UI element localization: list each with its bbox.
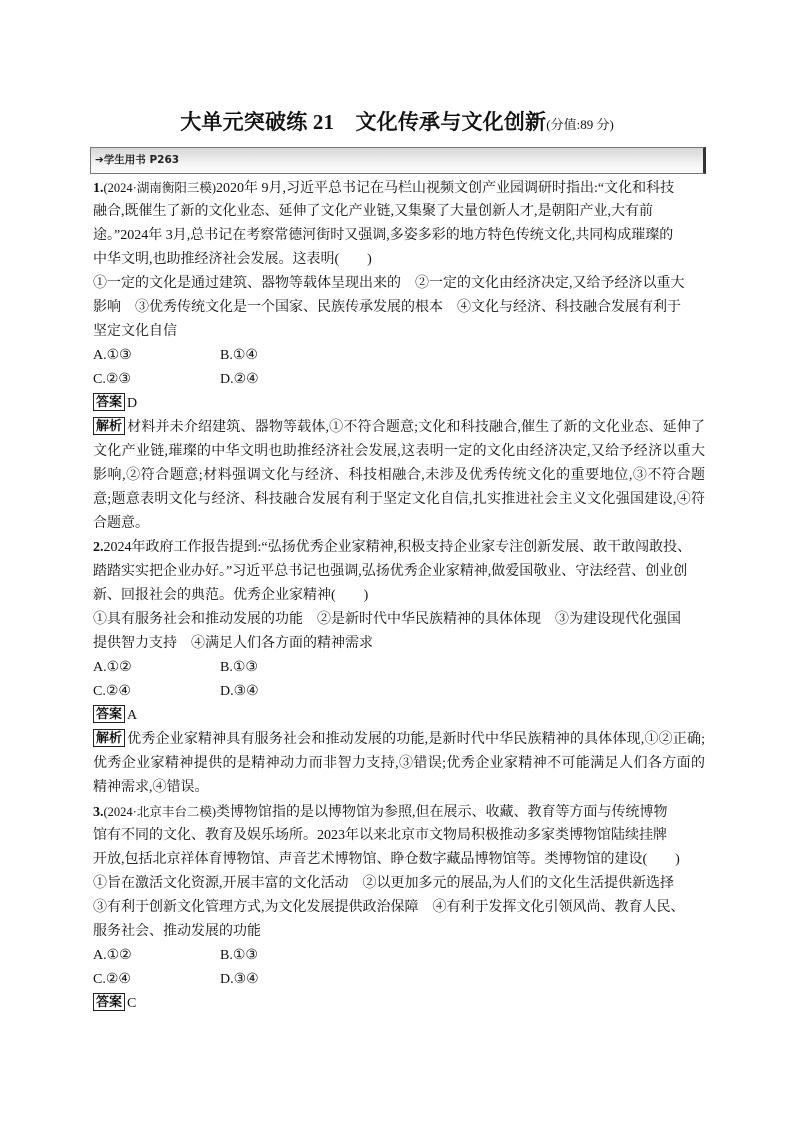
- choice-d: D.③④: [220, 684, 259, 699]
- choice-c: C.②④: [93, 684, 131, 699]
- answer-label: 答案: [93, 705, 125, 723]
- analysis-label: 解析: [93, 417, 125, 435]
- choice-b: B.①③: [220, 660, 258, 675]
- choice-c: C.②③: [93, 372, 131, 387]
- question-3: [93, 800, 705, 1016]
- choice-a: A.①②: [93, 660, 132, 675]
- section-header-label: 学生用书 P263: [103, 154, 180, 166]
- statement-line: ③有利于创新文化管理方式,为文化发展提供政治保障 ④有利于发挥文化引领风尚、教育人民、: [93, 900, 685, 915]
- arrow-icon: ➔: [95, 154, 104, 166]
- choice-row: [93, 656, 705, 680]
- section-header-bar: [90, 147, 706, 174]
- question-2: [93, 536, 705, 800]
- answer-row: [93, 392, 705, 416]
- choice-row: [93, 344, 705, 368]
- question-1: [93, 176, 705, 536]
- stem-text: 2024年政府工作报告提到:“弘扬优秀企业家精神,积极支持企业家专注创新发展、敢干敢闯敢投、: [103, 540, 692, 555]
- statement-line: 影响 ③优秀传统文化是一个国家、民族传承发展的根本 ④文化与经济、科技融合发展有利于: [93, 300, 681, 315]
- questions-content: [93, 176, 705, 1016]
- stem-text: 类博物馆指的是以博物馆为参照,但在展示、收藏、教育等方面与传统博物: [216, 805, 668, 820]
- analysis-line: [93, 416, 705, 440]
- choice-row: [93, 368, 705, 392]
- analysis-line: 精神需求,④错误。: [93, 780, 209, 795]
- choice-b: B.①③: [220, 948, 258, 963]
- question-number: 2.: [93, 540, 104, 555]
- stem-line: [93, 176, 705, 200]
- title-score: (分值:89 分): [546, 117, 614, 132]
- analysis-line: 文化产业链,璀璨的中华文明也助推经济社会发展,这表明一定的文化由经济决定,又给予经济以重大: [93, 444, 705, 459]
- analysis-line: 优秀企业家精神提供的是精神动力而非智力支持,③错误;优秀企业家精神不可能满足人们各方面的: [93, 756, 705, 771]
- analysis-line: [93, 728, 705, 752]
- analysis-line: 合题意。: [93, 516, 149, 531]
- analysis-text: 优秀企业家精神具有服务社会和推动发展的功能,是新时代中华民族精神的具体体现,①②正确;: [127, 732, 705, 747]
- page-title: [0, 109, 794, 135]
- title-main: 大单元突破练 21 文化传承与文化创新: [180, 110, 547, 134]
- analysis-label: 解析: [93, 729, 125, 747]
- choice-d: D.②④: [220, 372, 259, 387]
- answer-row: [93, 992, 705, 1016]
- choice-d: D.③④: [220, 972, 259, 987]
- statement-line: ①旨在激活文化资源,开展丰富的文化活动 ②以更加多元的展品,为人们的文化生活提供新选择: [93, 876, 674, 891]
- choice-row: [93, 968, 705, 992]
- question-number: 1.: [93, 181, 104, 196]
- choice-a: A.①③: [93, 348, 132, 363]
- choice-row: [93, 680, 705, 704]
- stem-line: 馆有不同的文化、教育及娱乐场所。2023年以来北京市文物局积极推动多家类博物馆陆续挂牌: [93, 828, 667, 843]
- question-source: (2024·湖南衡阳三模): [103, 181, 216, 195]
- statement-line: 提供智力支持 ④满足人们各方面的精神需求: [93, 636, 373, 651]
- stem-line: [93, 536, 705, 560]
- choice-row: [93, 944, 705, 968]
- statement-line: 服务社会、推动发展的功能: [93, 924, 261, 939]
- statement-line: 坚定文化自信: [93, 324, 177, 339]
- statement-line: ①具有服务社会和推动发展的功能 ②是新时代中华民族精神的具体体现 ③为建设现代化强国: [93, 612, 681, 627]
- statement-line: ①一定的文化是通过建筑、器物等载体呈现出来的 ②一定的文化由经济决定,又给予经济以重大: [93, 276, 685, 291]
- question-source: (2024·北京丰台二模): [103, 805, 216, 819]
- choice-c: C.②④: [93, 972, 131, 987]
- stem-line: 新、回报社会的典范。优秀企业家精神( ): [93, 588, 369, 603]
- stem-line: 中华文明,也助推经济社会发展。这表明( ): [93, 252, 372, 267]
- answer-value: D: [127, 396, 138, 411]
- answer-value: C: [127, 996, 137, 1011]
- stem-line: 开放,包括北京祥体育博物馆、声音艺术博物馆、睁仓数字藏品博物馆等。类博物馆的建设( ): [93, 852, 680, 867]
- stem-line: [93, 800, 705, 824]
- stem-line: 途。”2024年 3月,总书记在考察常德河街时又强调,多姿多彩的地方特色传统文化,共同构成璀璨的: [93, 228, 674, 243]
- answer-value: A: [127, 708, 138, 723]
- stem-text: 2020年 9月,习近平总书记在马栏山视频文创产业园调研时指出:“文化和科技: [216, 181, 675, 196]
- stem-line: 踏踏实实把企业办好。”习近平总书记也强调,弘扬优秀企业家精神,做爱国敬业、守法经营、创业创: [93, 564, 688, 579]
- answer-row: [93, 704, 705, 728]
- choice-a: A.①②: [93, 948, 132, 963]
- analysis-text: 材料并未介绍建筑、器物等载体,①不符合题意;文化和科技融合,催生了新的文化业态、延伸了: [127, 420, 705, 435]
- answer-label: 答案: [93, 393, 125, 411]
- stem-line: 融合,既催生了新的文化业态、延伸了文化产业链,又集聚了大量创新人才,是朝阳产业,大有前: [93, 204, 653, 219]
- question-number: 3.: [93, 805, 104, 820]
- analysis-line: 意;题意表明文化与经济、科技融合发展有利于坚定文化自信,扎实推进社会主义文化强国建设,④符: [93, 492, 705, 507]
- answer-label: 答案: [93, 993, 125, 1011]
- analysis-line: 影响,②符合题意;材料强调文化与经济、科技相融合,未涉及优秀传统文化的重要地位,③不符合题: [93, 468, 705, 483]
- choice-b: B.①④: [220, 348, 258, 363]
